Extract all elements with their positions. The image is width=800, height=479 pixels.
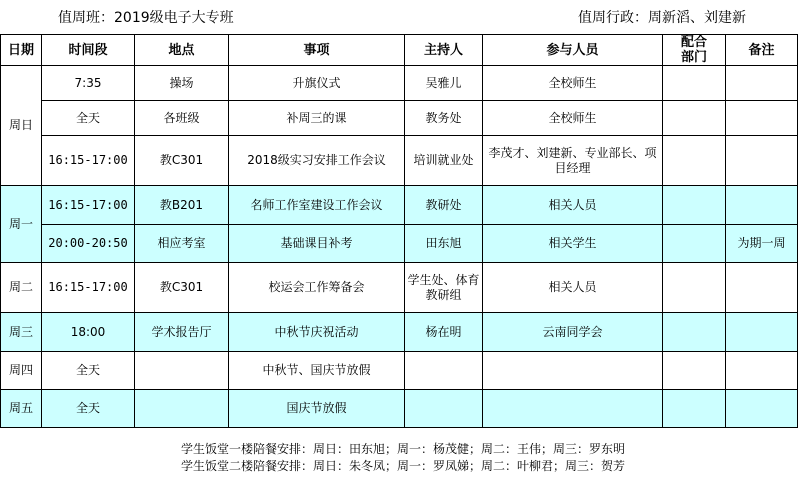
cell-place [135, 352, 229, 390]
cell-participants: 全校师生 [483, 101, 663, 136]
table-row [1, 352, 798, 390]
cell-note [726, 136, 798, 186]
cell-host: 教务处 [405, 101, 483, 136]
cell-item: 中秋节庆祝活动 [229, 313, 405, 352]
day-fri: 周五 [1, 390, 42, 428]
cell-time: 16:15-17:00 [42, 263, 135, 313]
cell-coop [663, 186, 726, 225]
cell-note [726, 313, 798, 352]
cell-host: 田东旭 [405, 225, 483, 263]
cell-participants: 云南同学会 [483, 313, 663, 352]
cell-time: 全天 [42, 390, 135, 428]
col-item: 事项 [229, 35, 405, 66]
cell-note [726, 186, 798, 225]
cell-host: 培训就业处 [405, 136, 483, 186]
cell-participants: 李茂才、刘建新、专业部长、项目经理 [483, 136, 663, 186]
cell-participants: 相关学生 [483, 225, 663, 263]
col-host: 主持人 [405, 35, 483, 66]
cell-note: 为期一周 [726, 225, 798, 263]
cell-host: 杨在明 [405, 313, 483, 352]
cell-host [405, 390, 483, 428]
cell-participants [483, 352, 663, 390]
cell-participants: 相关人员 [483, 186, 663, 225]
table-row [1, 101, 798, 136]
cell-time: 全天 [42, 101, 135, 136]
cell-note [726, 352, 798, 390]
table-row [1, 136, 798, 186]
table-row [1, 186, 798, 225]
dining-arrangement [0, 441, 800, 475]
duty-class: 值周班：2019级电子大专班 [58, 10, 234, 26]
col-coop-label: 配合 部门 [680, 35, 707, 65]
cell-coop [663, 263, 726, 313]
cell-coop [663, 225, 726, 263]
cell-place: 操场 [135, 66, 229, 101]
header-row [1, 35, 798, 66]
cell-time: 16:15-17:00 [42, 136, 135, 186]
cell-place: 教B201 [135, 186, 229, 225]
cell-place: 教C301 [135, 136, 229, 186]
cell-time: 全天 [42, 352, 135, 390]
header-bar [0, 0, 800, 34]
cell-note [726, 66, 798, 101]
cell-item: 升旗仪式 [229, 66, 405, 101]
cell-coop [663, 313, 726, 352]
dining-floor1: 学生饭堂一楼陪餐安排：周日：田东旭；周一：杨茂健；周二：王伟；周三：罗东明 [180, 442, 625, 456]
col-coop [663, 35, 726, 66]
day-mon: 周一 [1, 186, 42, 263]
cell-item: 国庆节放假 [229, 390, 405, 428]
cell-item: 补周三的课 [229, 101, 405, 136]
dining-floor2: 学生饭堂二楼陪餐安排：周日：朱冬凤；周一：罗凤娣；周二：叶柳君；周三：贺芳 [180, 459, 625, 473]
schedule-table [0, 34, 798, 428]
day-tue: 周二 [1, 263, 42, 313]
day-thu: 周四 [1, 352, 42, 390]
cell-time: 7:35 [42, 66, 135, 101]
cell-item: 基础课目补考 [229, 225, 405, 263]
cell-item: 校运会工作筹备会 [229, 263, 405, 313]
cell-coop [663, 136, 726, 186]
cell-note [726, 101, 798, 136]
cell-coop [663, 66, 726, 101]
col-time: 时间段 [42, 35, 135, 66]
cell-participants: 相关人员 [483, 263, 663, 313]
cell-host [405, 352, 483, 390]
cell-host: 吴雅儿 [405, 66, 483, 101]
table-row [1, 225, 798, 263]
cell-coop [663, 390, 726, 428]
cell-place: 教C301 [135, 263, 229, 313]
cell-coop [663, 352, 726, 390]
cell-place: 相应考室 [135, 225, 229, 263]
cell-item: 名师工作室建设工作会议 [229, 186, 405, 225]
col-place: 地点 [135, 35, 229, 66]
table-row [1, 66, 798, 101]
cell-item: 中秋节、国庆节放假 [229, 352, 405, 390]
table-row [1, 313, 798, 352]
duty-admin: 值周行政：周新滔、刘建新 [578, 10, 746, 26]
cell-host: 学生处、体育教研组 [405, 263, 483, 313]
day-wed: 周三 [1, 313, 42, 352]
col-participants: 参与人员 [483, 35, 663, 66]
col-date: 日期 [1, 35, 42, 66]
cell-note [726, 263, 798, 313]
cell-note [726, 390, 798, 428]
cell-coop [663, 101, 726, 136]
cell-item: 2018级实习安排工作会议 [229, 136, 405, 186]
cell-host: 教研处 [405, 186, 483, 225]
cell-place: 学术报告厅 [135, 313, 229, 352]
day-sun: 周日 [1, 66, 42, 186]
cell-participants: 全校师生 [483, 66, 663, 101]
col-note: 备注 [726, 35, 798, 66]
cell-participants [483, 390, 663, 428]
table-row [1, 390, 798, 428]
cell-time: 16:15-17:00 [42, 186, 135, 225]
cell-place [135, 390, 229, 428]
table-row [1, 263, 798, 313]
cell-time: 18:00 [42, 313, 135, 352]
cell-time: 20:00-20:50 [42, 225, 135, 263]
cell-place: 各班级 [135, 101, 229, 136]
